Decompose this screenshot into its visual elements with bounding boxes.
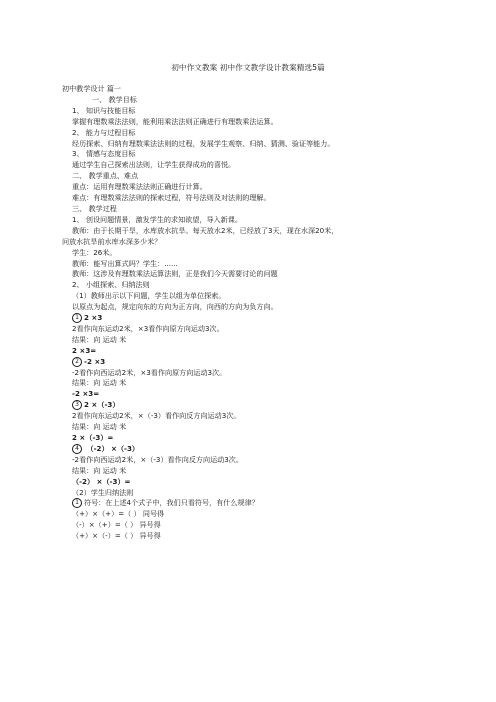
line-text: -2看作向西运动2米，×（-3）看作向反方向运动3次。	[72, 454, 243, 464]
circled-number: 1	[72, 498, 82, 508]
line-text: 问放水抗旱前水库水深多少米？	[62, 236, 162, 246]
line-text: -2 ×3=	[72, 389, 100, 399]
text-line	[62, 171, 442, 182]
line-text: 1、 知识与技能目标	[72, 105, 136, 115]
text-line	[62, 280, 442, 291]
text-line	[62, 106, 442, 117]
line-text: （-2） ×（-3）=	[72, 476, 131, 486]
line-text: 符号：在上述4个式子中，我们只看符号，有什么规律？	[84, 498, 259, 508]
text-line	[62, 139, 442, 150]
line-text: 2 ×（-3）=	[72, 433, 114, 442]
text-line	[62, 313, 442, 324]
text-line	[62, 215, 442, 226]
text-line	[62, 422, 442, 433]
line-text: 2看作向东运动2米，×（-3）看作向反方向运动3次。	[72, 411, 241, 421]
text-line	[62, 411, 442, 422]
line-text: 2、 小组探索、归纳法则	[72, 280, 150, 290]
text-line	[62, 531, 442, 542]
circled-number: 4	[72, 444, 82, 454]
line-text: 通过学生自己探索出法则，让学生获得成功的喜悦。	[72, 160, 236, 170]
text-line	[62, 237, 442, 248]
text-line	[62, 84, 442, 95]
text-line	[62, 324, 442, 335]
text-line	[62, 160, 442, 171]
line-text: 重点：运用有理数乘法法则正确进行计算。	[72, 182, 207, 192]
circled-number: 2	[72, 357, 82, 367]
text-line	[62, 378, 442, 389]
line-text: （1）教师出示以下问题，学生以组为单位探索。	[72, 291, 226, 301]
line-text: 学生：26米。	[72, 247, 117, 257]
text-line	[62, 302, 442, 313]
text-line	[62, 509, 442, 520]
line-text: （+）×（-）=（ ） 异号得	[72, 531, 161, 541]
circled-number: 1	[72, 313, 82, 323]
text-line	[62, 117, 442, 128]
line-text: 经历探索、归纳有理数乘法法则的过程，发展学生观察、归纳、猜测、验证等能力。	[72, 138, 335, 148]
line-text: （+）×（+）=（ ） 同号得	[72, 509, 165, 519]
line-text: 2看作向东运动2米，×3看作向原方向运动3次。	[72, 323, 224, 333]
line-text: 以原点为起点，规定向东的方向为正方向，向西的方向为负方向。	[72, 302, 278, 312]
text-line	[62, 128, 442, 139]
line-text: 结果：向 运动 米	[72, 334, 127, 344]
text-line	[62, 269, 442, 280]
text-line	[62, 520, 442, 531]
text-line	[62, 488, 442, 499]
line-text: （2）学生归纳法则	[72, 487, 134, 497]
line-text: 教师：由于长期干旱，水库放水抗旱。每天放水2米，已经放了3天，现在水深20米，	[72, 225, 339, 235]
line-text: -2看作向西运动2米，×3看作向原方向运动3次。	[72, 367, 227, 377]
line-text: 3、 情感与态度目标	[72, 149, 136, 159]
line-text: -2 ×3	[84, 356, 106, 366]
text-line	[62, 389, 442, 400]
document-title: 初中作文教案 初中作文教学设计教案精选5篇	[171, 63, 325, 72]
text-line	[62, 248, 442, 259]
line-text: 教师：这涉及有理数乘法运算法则，正是我们今天需要讨论的问题	[72, 269, 278, 279]
text-line	[62, 357, 442, 368]
text-line	[62, 455, 442, 466]
text-line	[62, 466, 442, 477]
text-line	[62, 204, 442, 215]
text-line	[62, 444, 442, 455]
text-line	[62, 259, 442, 270]
document-body	[62, 84, 442, 542]
text-line	[62, 346, 442, 357]
line-text: 掌握有理数乘法法则，能利用乘法法则正确进行有理数乘法运算。	[72, 116, 278, 126]
text-line	[62, 335, 442, 346]
circled-number: 3	[72, 400, 82, 410]
line-text: （-2） ×（-3）	[84, 443, 140, 453]
line-text: 2、 能力与过程目标	[72, 127, 136, 137]
text-line	[62, 433, 442, 444]
text-line	[62, 149, 442, 160]
text-line	[62, 95, 442, 106]
text-line	[62, 368, 442, 379]
line-text: 难点：有理数乘法法则的探索过程，符号法则及对法则的理解。	[72, 193, 271, 203]
line-text: 2 ×3	[84, 313, 103, 323]
text-line	[62, 182, 442, 193]
line-text: 教师：能写出算式吗？学生：......	[72, 258, 178, 268]
line-text: 结果：向 运动 米	[72, 422, 127, 432]
line-text: 1、 创设问题情景，激发学生的求知欲望，导入新课。	[72, 214, 242, 224]
text-line	[62, 400, 442, 411]
line-text: 结果：向 运动 米	[72, 378, 127, 388]
text-line	[62, 477, 442, 488]
line-text: 初中教学设计 篇一	[62, 84, 122, 93]
line-text: 一、 教学目标	[92, 94, 137, 104]
text-line	[62, 498, 442, 509]
line-text: 二、 教学重点、难点	[72, 171, 139, 181]
line-text: 2 ×（-3）	[84, 400, 120, 410]
line-text: 结果：向 运动 米	[72, 465, 127, 475]
text-line	[62, 291, 442, 302]
text-line	[62, 193, 442, 204]
text-line	[62, 226, 442, 237]
line-text: 三、 教学过程	[72, 203, 117, 213]
line-text: 2 ×3=	[72, 345, 97, 355]
line-text: （-）×（+）=（ ） 异号得	[72, 520, 161, 530]
